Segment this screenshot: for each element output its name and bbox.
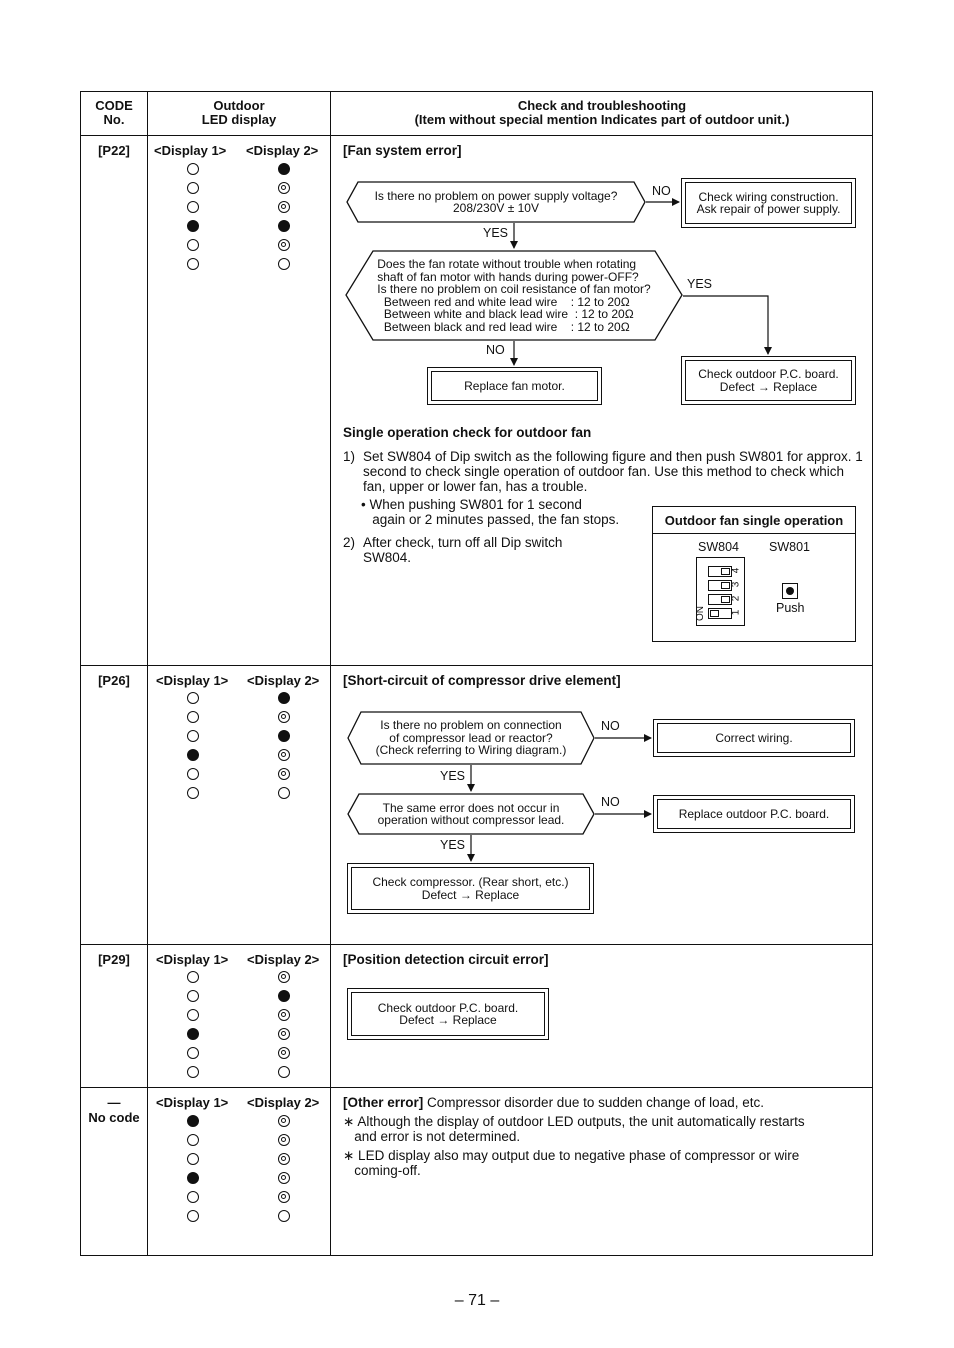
code-p26: [P26] [98,673,130,688]
led-off [187,163,199,175]
row-divider [81,665,872,666]
dip-on-label: ON [695,606,706,621]
panel-title: Outdoor fan single operation [653,507,855,534]
led-blink [278,1115,290,1127]
led-off [187,201,199,213]
p26-result-replace-pcb: Replace outdoor P.C. board. [653,795,855,833]
led-blink [278,1191,290,1203]
p26-q1-yes-label: YES [440,769,466,783]
display-2-label: <Display 2> [247,1095,320,1110]
led-off [187,1153,199,1165]
led-off [187,1210,199,1222]
column-divider [330,92,331,1255]
led-off [187,768,199,780]
display-2-label: <Display 2> [247,952,320,967]
display-1-label: <Display 1> [156,673,229,688]
dip-slot-4 [708,566,732,577]
row-divider [81,944,872,945]
p22-result-check-pcb: Check outdoor P.C. board. Defect → Replace [681,356,856,405]
single-op-title: Single operation check for outdoor fan [343,425,592,440]
led-off [187,1066,199,1078]
sw801-push-button[interactable] [782,583,798,599]
p29-title: [Position detection circuit error] [343,952,549,967]
other-note-2: ∗ LED display also may output due to negative phase of compressor or wire coming-off. [343,1148,800,1178]
p26-title: [Short-circuit of compressor drive element] [343,673,621,688]
p26-decision-same-error: The same error does not occur in operation without compressor lead. [347,793,595,835]
led-off [187,730,199,742]
other-title: [Other error] [343,1095,424,1110]
p22-result-replace-fan: Replace fan motor. [427,367,602,405]
led-off [187,1191,199,1203]
led-blink [278,201,290,213]
other-note-1: ∗ Although the display of outdoor LED outputs, the unit automatically restarts and error is not determined. [343,1114,805,1144]
column-divider [147,92,148,1255]
step2-text: After check, turn off all Dip switch SW804. [363,535,563,565]
p26-q1-no-label: NO [601,719,620,733]
led-off [278,1210,290,1222]
led-off [187,787,199,799]
other-title-line [343,1095,764,1110]
led-blink [278,711,290,723]
display-1-label: <Display 1> [156,1095,229,1110]
p22-result-wiring: Check wiring construction. Ask repair of power supply. [681,178,856,228]
led-on [278,692,290,704]
led-off [187,990,199,1002]
p22-q2-no-label: NO [486,343,505,357]
led-blink [278,1172,290,1184]
led-off [187,258,199,270]
display-2-label: <Display 2> [247,673,320,688]
display-1-label: <Display 1> [156,952,229,967]
led-off [187,239,199,251]
led-off [278,787,290,799]
header-check: Check and troubleshooting (Item without special mention Indicates part of outdoor unit.) [414,98,790,127]
display-2-label: <Display 2> [246,143,319,158]
led-on [187,1172,199,1184]
p22-q1-yes-label: YES [483,226,509,240]
led-off [187,1047,199,1059]
led-on [278,730,290,742]
header-outdoor-led: Outdoor LED display [201,98,277,127]
led-on [187,220,199,232]
led-on [187,1115,199,1127]
led-off [187,1134,199,1146]
p26-q2-yes-label: YES [440,838,466,852]
step1-text: Set SW804 of Dip switch as the following figure and then push SW801 for approx. 1 second to check single operation of outdoor fan. Use this method to check which fan, upper or lower fan, has a trouble. [363,449,863,494]
led-blink [278,1134,290,1146]
other-title-rest: Compressor disorder due to sudden change of load, etc. [423,1095,764,1110]
led-blink [278,1153,290,1165]
p26-result-check-compressor: Check compressor. (Rear short, etc.) Defect → Replace [347,863,594,914]
code-no-code: — No code [88,1095,140,1125]
p22-q2-yes-label: YES [687,277,713,291]
push-label: Push [776,601,805,615]
led-on [278,990,290,1002]
led-off [187,711,199,723]
led-blink [278,768,290,780]
led-on [278,220,290,232]
dip-num-2: 2 [730,595,742,602]
led-blink [278,1028,290,1040]
code-p22: [P22] [98,143,130,158]
led-blink [278,239,290,251]
p29-result-check-pcb: Check outdoor P.C. board. Defect → Replace [347,988,549,1040]
code-p29: [P29] [98,952,130,967]
led-off [278,258,290,270]
led-off [187,182,199,194]
sw804-dip-switch[interactable] [696,557,745,626]
sw801-label: SW801 [769,540,810,554]
header-code-no: CODE No. [95,98,133,127]
led-off [187,692,199,704]
p26-q2-no-label: NO [601,795,620,809]
step2-number: 2) [343,535,356,550]
dip-slot-1 [708,608,732,619]
p22-decision-fan-rotation: Does the fan rotate without trouble when rotating shaft of fan motor with hands during power-OFF? Is there no problem on coil resistance of fan motor? Between red and white lead wire : 12 to 20Ω Between white and black lead wire : 12 to 20Ω Between black and red lead wire : 12 to 20Ω [345,250,683,341]
dip-num-1: 1 [730,609,742,616]
led-off [187,1009,199,1021]
fan-single-op-panel [652,506,856,642]
dip-slot-2 [708,594,732,605]
header-divider [81,135,872,136]
led-on [187,1028,199,1040]
display-1-label: <Display 1> [154,143,227,158]
led-on [278,163,290,175]
step1-bullet: • When pushing SW801 for 1 second again or 2 minutes passed, the fan stops. [361,497,620,527]
led-on [187,749,199,761]
led-blink [278,1047,290,1059]
p22-decision-power: Is there no problem on power supply voltage? 208/230V ± 10V [346,181,646,223]
p26-decision-connection: Is there no problem on connection of compressor lead or reactor? (Check referring to Wiring diagram.) [347,711,595,765]
led-blink [278,182,290,194]
led-off [278,1066,290,1078]
page-number: – 71 – [454,1292,500,1309]
dip-num-3: 3 [730,581,742,588]
dip-num-4: 4 [730,567,742,574]
p22-q1-no-label: NO [652,184,671,198]
led-blink [278,1009,290,1021]
led-blink [278,749,290,761]
p22-title: [Fan system error] [343,143,462,158]
sw804-label: SW804 [698,540,739,554]
step1-number: 1) [343,449,356,464]
led-blink [278,971,290,983]
p26-result-correct-wiring: Correct wiring. [653,719,855,757]
row-divider [81,1087,872,1088]
dip-slot-3 [708,580,732,591]
led-off [187,971,199,983]
